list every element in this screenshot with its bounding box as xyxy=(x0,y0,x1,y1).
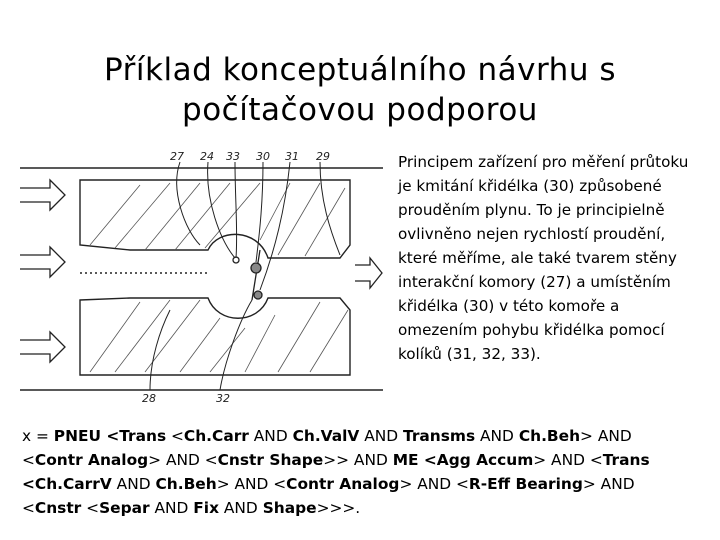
formula-segment: AND xyxy=(111,475,156,493)
outflow-arrows xyxy=(355,258,382,288)
label-28: 28 xyxy=(142,392,156,405)
formula-segment: Cnstr Shape xyxy=(217,451,324,469)
description-text: Principem zařízení pro měření průtoku je kmitání křidélka (30) způsobené prouděním plynu. To je principielně ovlivněno nejen rychlostí proudění, které měříme, ale také tvarem stěny interakční komory (27) a umístěním křidélka (30) v této komoře a omezením pohybu křidélka pomocí kolíků (31, 32, 33). xyxy=(398,153,689,363)
formula-block xyxy=(22,424,712,520)
formula-segment: AND xyxy=(149,499,194,517)
flow-meter-diagram xyxy=(20,150,383,405)
inflow-arrows xyxy=(20,180,65,362)
label-31: 31 xyxy=(285,150,299,163)
formula-segment: >>>. xyxy=(316,499,361,517)
lower-nozzle-block xyxy=(80,298,350,375)
formula-segment: < xyxy=(81,499,100,517)
formula-segment: Ch.ValV xyxy=(292,427,360,445)
formula-segment: ME <Agg Accum xyxy=(392,451,534,469)
formula-segment: Separ xyxy=(99,499,150,517)
label-27: 27 xyxy=(170,150,184,163)
formula-line-4 xyxy=(22,496,712,520)
formula-segment: PNEU <Trans xyxy=(53,427,167,445)
formula-segment: AND xyxy=(475,427,519,445)
label-29: 29 xyxy=(316,150,330,163)
formula-segment: > AND xyxy=(582,475,635,493)
formula-segment: < xyxy=(166,427,184,445)
formula-segment: Contr Analog xyxy=(286,475,400,493)
formula-segment: Transms xyxy=(403,427,476,445)
formula-segment: Contr Analog xyxy=(34,451,149,469)
formula-segment: > AND < xyxy=(148,451,218,469)
formula-segment: Ch.Beh xyxy=(155,475,217,493)
label-33: 33 xyxy=(226,150,240,163)
formula-line-2 xyxy=(22,448,712,472)
formula-segment: <Ch.CarrV xyxy=(22,475,112,493)
formula-segment: > AND < xyxy=(216,475,287,493)
formula-segment: Shape xyxy=(262,499,317,517)
label-24: 24 xyxy=(200,150,214,163)
formula-segment: AND xyxy=(219,499,263,517)
formula-segment: AND xyxy=(359,427,404,445)
formula-segment: < xyxy=(22,451,35,469)
title-line-1: Příklad konceptuálního návrhu s xyxy=(104,52,616,88)
formula-segment: Trans xyxy=(602,451,650,469)
flap-and-pins xyxy=(233,250,262,300)
formula-segment: Fix xyxy=(193,499,219,517)
label-30: 30 xyxy=(256,150,270,163)
formula-segment: > AND < xyxy=(399,475,469,493)
formula-segment: Cnstr xyxy=(34,499,82,517)
formula-segment: < xyxy=(22,499,35,517)
formula-segment: Ch.Beh xyxy=(518,427,581,445)
leader-lines xyxy=(150,162,340,390)
title-line-2: počítačovou podporou xyxy=(182,92,538,128)
formula-segment: x = xyxy=(22,427,54,445)
formula-segment: R-Eff Bearing xyxy=(468,475,583,493)
formula-segment: AND xyxy=(248,427,293,445)
formula-line-1 xyxy=(22,424,712,448)
formula-line-3 xyxy=(22,472,712,496)
formula-segment: > AND xyxy=(580,427,632,445)
formula-segment: > AND < xyxy=(533,451,603,469)
flow-meter-drawing xyxy=(20,150,383,405)
formula-segment: >> AND xyxy=(323,451,393,469)
slide-title xyxy=(40,50,680,130)
formula-segment: Ch.Carr xyxy=(183,427,249,445)
label-32: 32 xyxy=(216,392,230,405)
